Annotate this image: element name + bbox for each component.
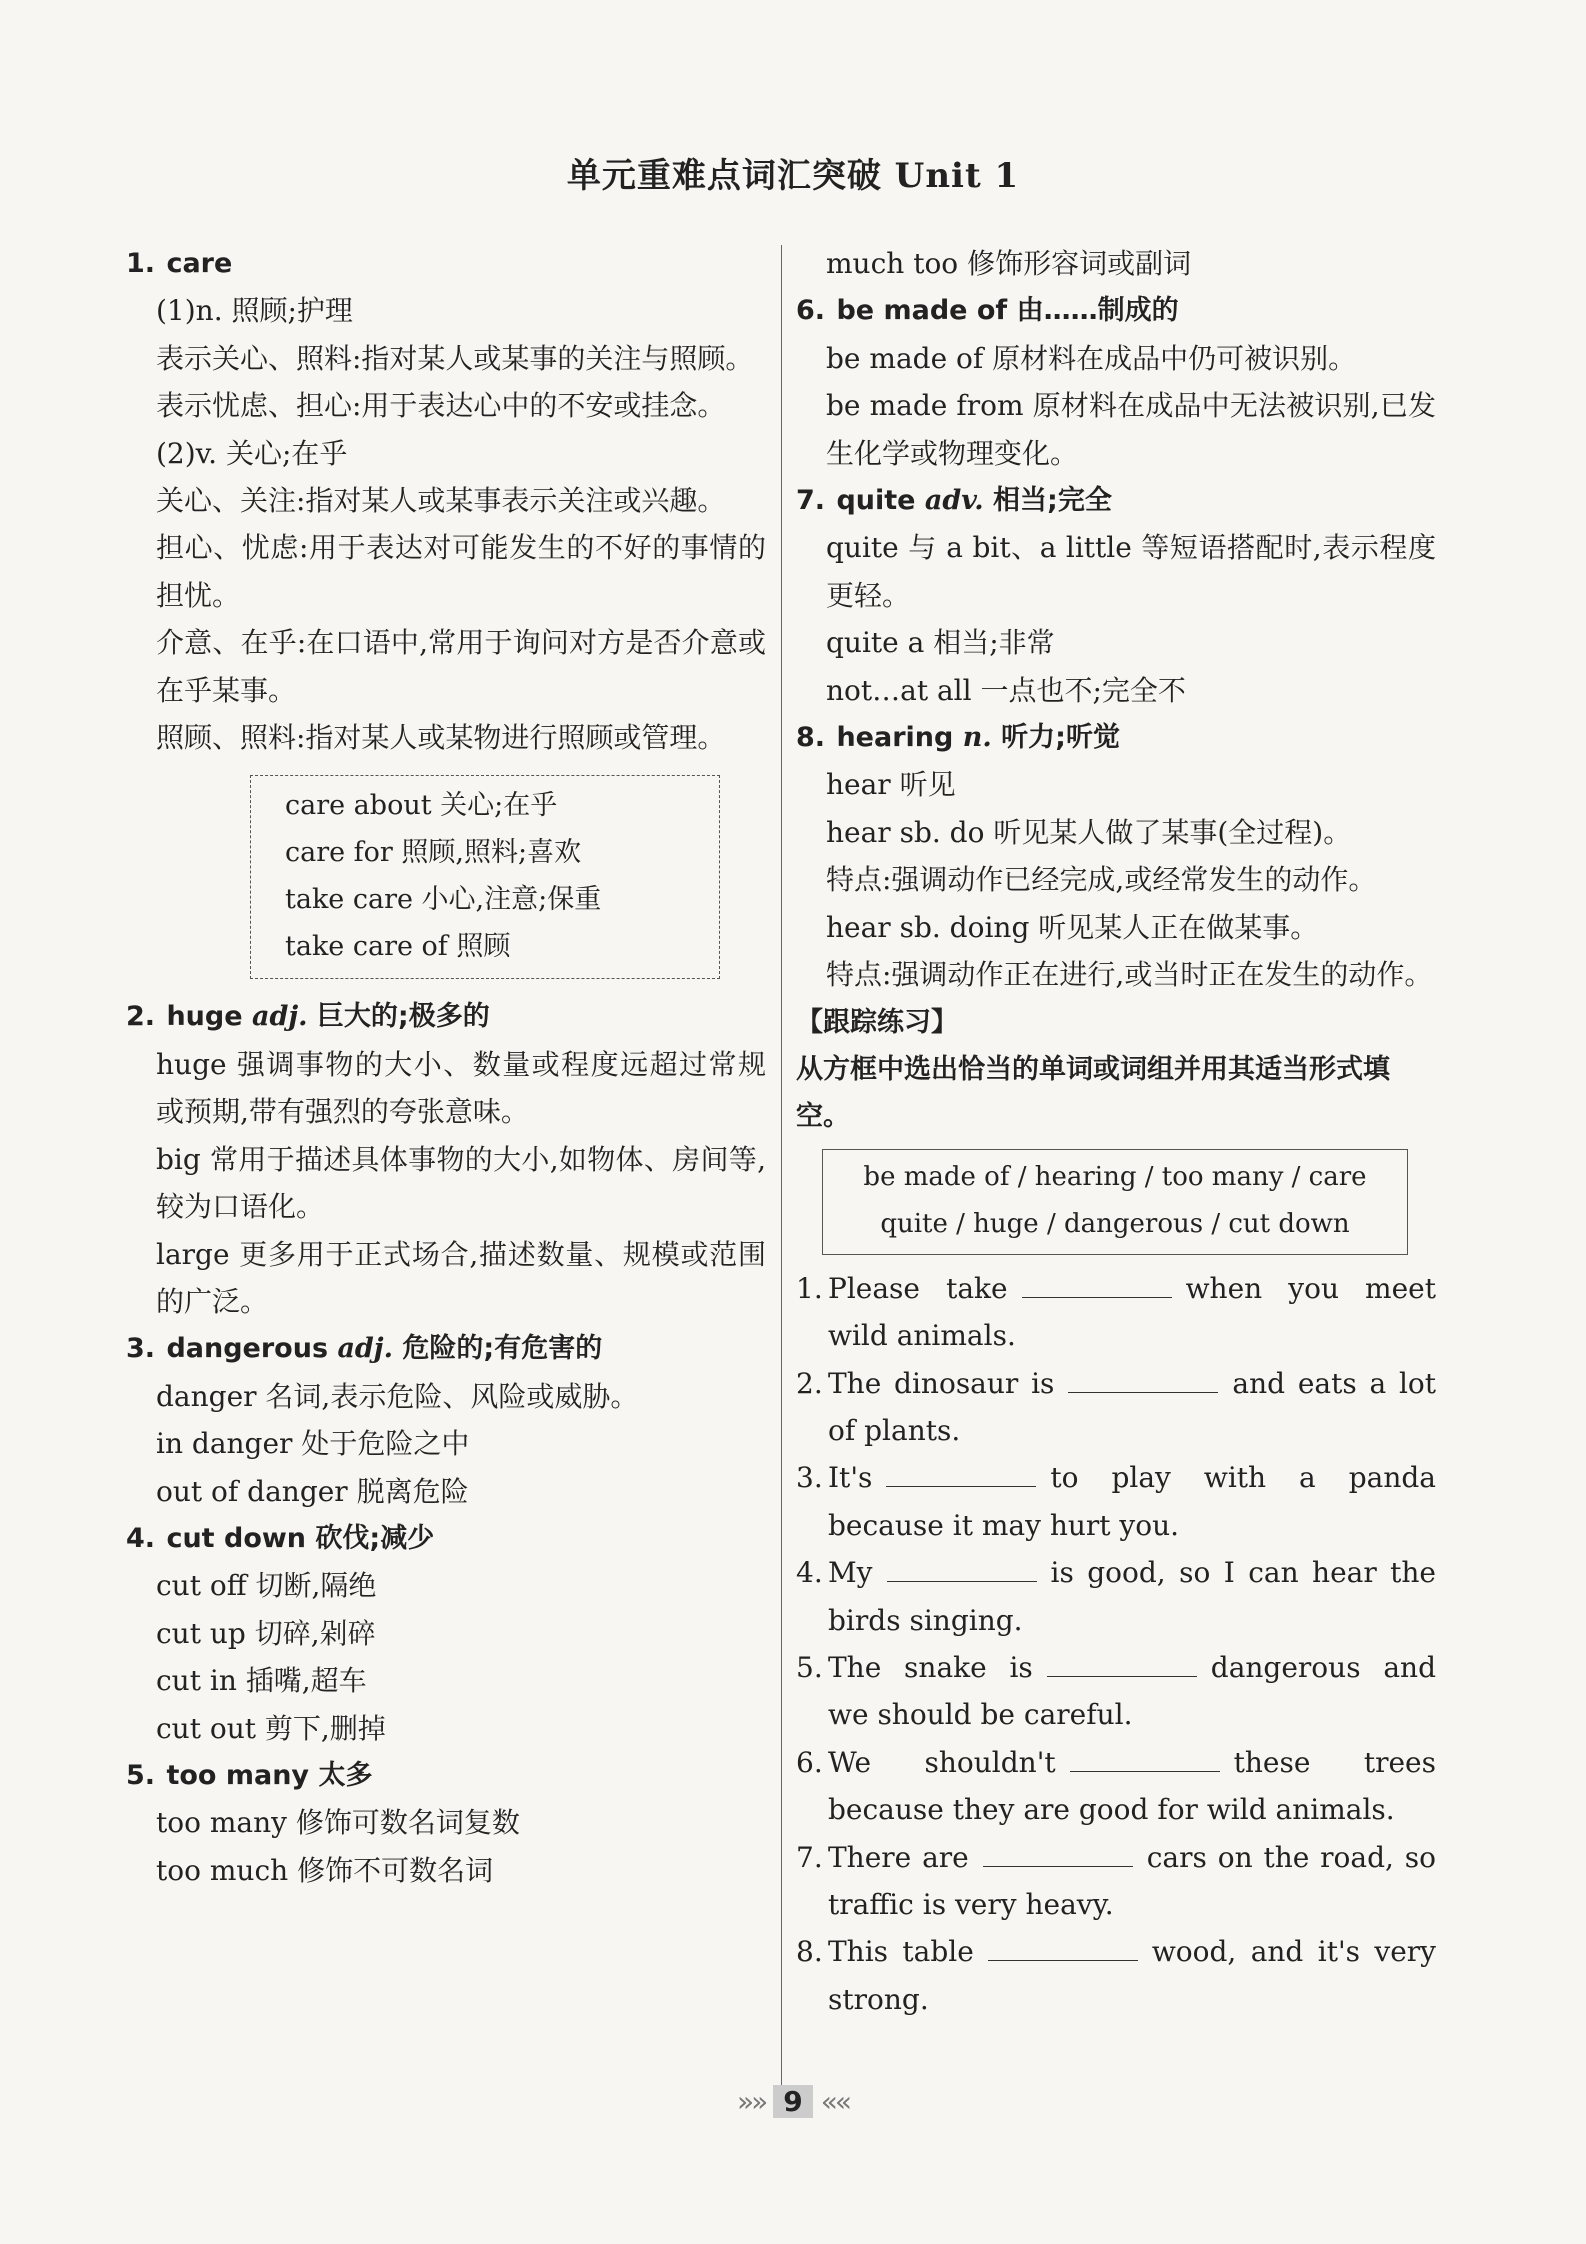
entry-line: quite a 相当;非常 [826,626,1055,660]
entry-hearing [796,714,1436,998]
page-title: 单元重难点词汇突破 Unit 1 [566,156,1020,196]
answer-blank[interactable] [1070,1741,1220,1772]
word-bank-line: quite / huge / dangerous / cut down [880,1208,1350,1239]
entry-line: much too 修饰形容词或副词 [826,247,1192,280]
entry-line: cut out 剪下,删掉 [156,1711,386,1745]
entry-line: cut off 切断,隔绝 [156,1569,377,1603]
entry-line: huge 强调事物的大小、数量或程度远超过常规或预期,带有强烈的夸张意味。 [156,1047,766,1129]
entry-heading: 7. quite adv. 相当;完全 [796,485,1112,517]
column-divider [781,245,782,2090]
entry-line: 介意、在乎:在口语中,常用于询问对方是否介意或在乎某事。 [156,626,766,707]
entry-line: hear 听见 [826,768,956,802]
entry-line: hear sb. do 听见某人做了某事(全过程)。 [826,815,1352,849]
entry-dangerous [126,1325,766,1515]
entry-care [126,240,766,979]
phrase-item: take care 小心,注意;保重 [285,884,602,916]
answer-blank[interactable] [1047,1646,1197,1677]
entry-line: not…at all 一点也不;完全不 [826,673,1186,707]
entry-heading: 2. huge adj. 巨大的;极多的 [126,1001,490,1033]
phrase-item: take care of 照顾 [285,931,511,963]
entry-quite [796,477,1436,714]
practice-instruction: 从方框中选出恰当的单词或词组并用其适当形式填空。 [796,1053,1390,1133]
entry-heading: 4. cut down 砍伐;减少 [126,1522,435,1554]
answer-blank[interactable] [1068,1362,1218,1393]
entry-line: danger 名词,表示危险、风险或威胁。 [156,1379,639,1413]
entry-line: cut in 插嘴,超车 [156,1664,367,1698]
entry-too-many [126,1752,766,1894]
entry-line: cut up 切碎,剁碎 [156,1616,376,1650]
entry-line: 担心、忧虑:用于表达对可能发生的不好的事情的担忧。 [156,531,766,612]
entry-line: 表示关心、照料:指对某人或某事的关注与照顾。 [156,341,754,375]
phrase-box [250,775,720,979]
exercise-item: 6. We shouldn't these trees because they are good for wild animals. [796,1739,1436,1834]
word-bank-line: be made of / hearing / too many / care [863,1161,1367,1192]
entry-line: too much 修饰不可数名词 [156,1853,494,1887]
entry-line: too many 修饰可数名词复数 [156,1806,520,1840]
chevron-right-icon: »» [736,2085,766,2118]
chevron-left-icon: «« [820,2085,849,2118]
phrase-item: care about 关心;在乎 [285,790,558,822]
entry-huge [126,993,766,1325]
exercise-item: 4. My is good, so I can hear the birds singing. [796,1549,1436,1644]
entry-line: 关心、关注:指对某人或某事表示关注或兴趣。 [156,484,726,518]
entry-line: big 常用于描述具体事物的大小,如物体、房间等,较为口语化。 [156,1142,766,1224]
page-footer [0,2085,1586,2118]
answer-blank[interactable] [988,1930,1138,1961]
entry-heading: 3. dangerous adj. 危险的;有危害的 [126,1333,603,1365]
exercise-item: 2. The dinosaur is and eats a lot of plants. [796,1360,1436,1455]
answer-blank[interactable] [886,1456,1036,1487]
entry-heading: 5. too many 太多 [126,1759,373,1791]
entry-line: quite 与 a bit、a little 等短语搭配时,表示程度更轻。 [826,531,1436,612]
entry-heading: 8. hearing n. 听力;听觉 [796,722,1120,754]
entry-line: in danger 处于危险之中 [156,1427,470,1461]
entry-line: 照顾、照料:指对某人或某物进行照顾或管理。 [156,721,726,755]
entry-line: out of danger 脱离危险 [156,1474,469,1508]
page-number: 9 [773,2085,812,2118]
entry-line: (1)n. 照顾;护理 [156,294,353,328]
entry-heading: 6. be made of 由……制成的 [796,295,1179,327]
practice-label: 【跟踪练习】 [796,1006,958,1038]
answer-blank[interactable] [983,1836,1133,1867]
word-bank-box [822,1149,1408,1255]
entry-line: large 更多用于正式场合,描述数量、规模或范围的广泛。 [156,1237,766,1318]
entry-line: (2)v. 关心;在乎 [156,436,348,470]
right-column [796,240,1436,2023]
entry-be-made-of [796,287,1436,477]
entry-line: 表示忧虑、担心:用于表达心中的不安或挂念。 [156,389,726,423]
entry-line: be made from 原材料在成品中无法被识别,已发生化学或物理变化。 [826,389,1436,470]
entry-line: 特点:强调动作正在进行,或当时正在发生的动作。 [826,958,1433,992]
exercise-item: 1. Please take when you meet wild animals. [796,1265,1436,1360]
exercise-item: 8. This table wood, and it's very strong. [796,1928,1436,2023]
phrase-item: care for 照顾,照料;喜欢 [285,837,582,869]
entry-line: be made of 原材料在成品中仍可被识别。 [826,341,1357,375]
left-column [126,240,766,1894]
entry-cut-down [126,1515,766,1752]
entry-line: 特点:强调动作已经完成,或经常发生的动作。 [826,863,1377,897]
exercise-item: 3. It's to play with a panda because it may hurt you. [796,1454,1436,1549]
answer-blank[interactable] [1022,1267,1172,1298]
exercise-item: 7. There are cars on the road, so traffic is very heavy. [796,1834,1436,1929]
answer-blank[interactable] [887,1551,1037,1582]
exercise-list [796,1265,1436,2024]
entry-heading: 1. care [126,248,233,279]
exercise-item: 5. The snake is dangerous and we should be careful. [796,1644,1436,1739]
entry-line: hear sb. doing 听见某人正在做某事。 [826,910,1319,944]
